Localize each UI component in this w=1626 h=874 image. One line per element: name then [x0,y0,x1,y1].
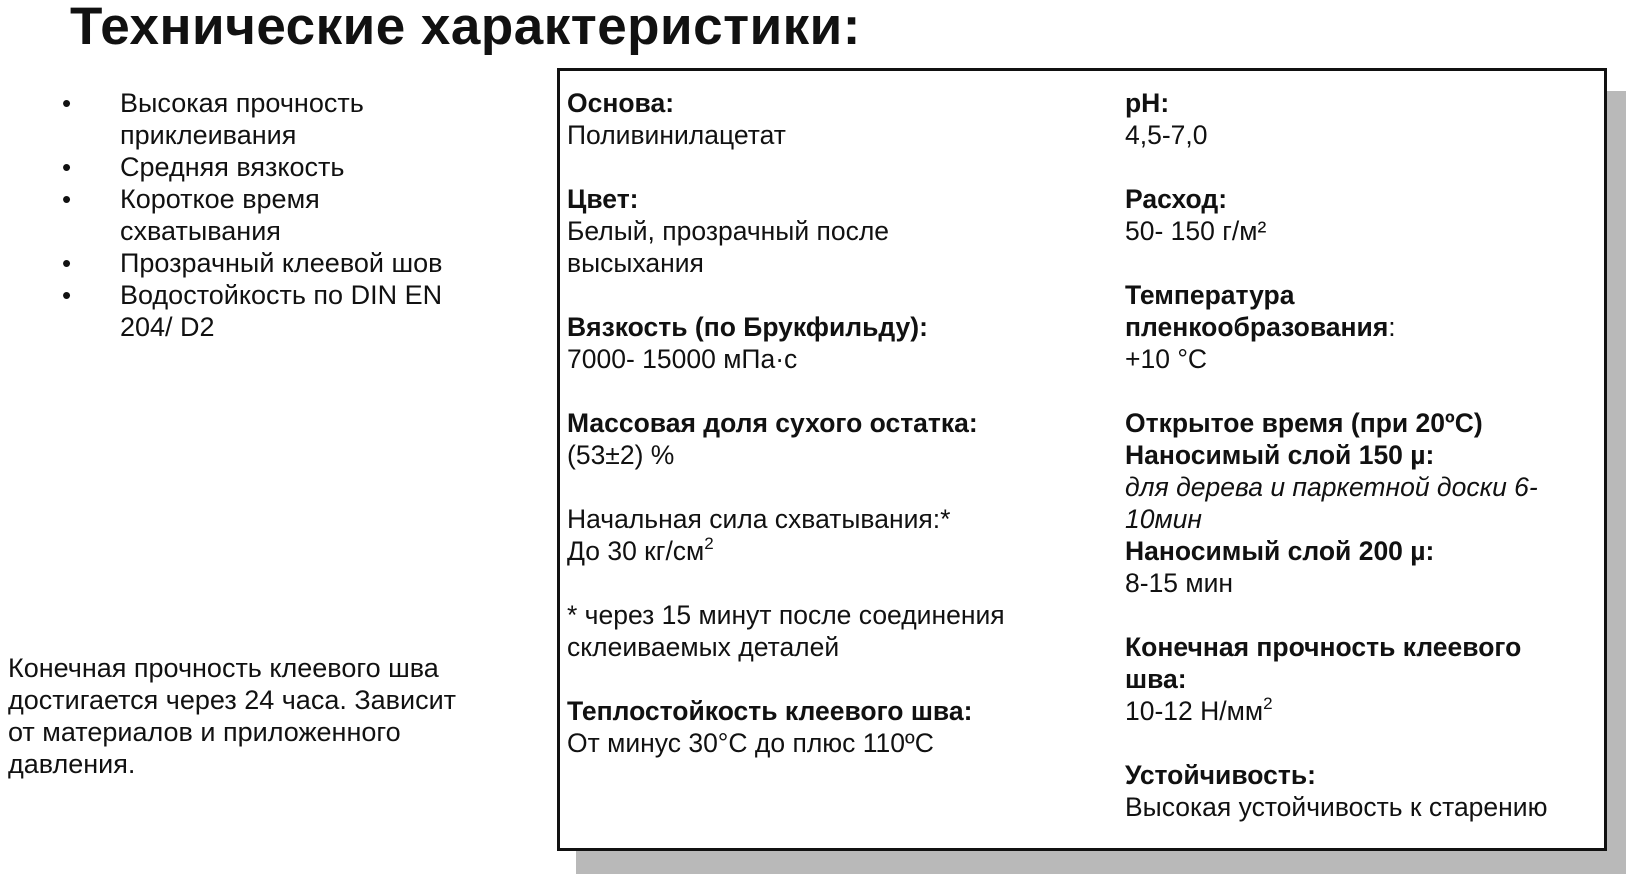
spec-sublabel: Наносимый слой 200 µ: [1125,536,1435,566]
spec-consumption [1125,183,1595,247]
spec-value: От минус 30°С до плюс 110ºС [567,728,934,758]
spec-label: Устойчивость: [1125,760,1316,790]
spec-label: pH: [1125,88,1170,118]
spec-footnote: * через 15 минут после соединения склеиваемых деталей [567,600,1005,662]
spec-stability [1125,759,1595,823]
feature-item: • Короткое время схватывания [58,183,478,247]
spec-value-row [567,535,1107,567]
spec-sublabel: Наносимый слой 150 µ: [1125,440,1435,470]
spec-value: для дерева и паркетной доски 6-10мин [1125,472,1538,534]
spec-dry-residue [567,407,1107,471]
spec-label: Температура пленкообразования [1125,280,1389,342]
spec-film-temperature [1125,279,1595,375]
feature-list [58,87,478,343]
strength-note: Конечная прочность клеевого шва достигается через 24 часа. Зависит от материалов и приложенного давления. [8,653,457,779]
spec-value: Высокая устойчивость к старению [1125,792,1548,822]
spec-value: 4,5-7,0 [1125,120,1208,150]
spec-label-colon: : [1388,312,1396,342]
spec-value: Белый, прозрачный после высыхания [567,216,890,278]
spec-color [567,183,1107,279]
feature-item: • Средняя вязкость [58,151,478,183]
spec-final-strength [1125,631,1595,727]
spec-ph [1125,87,1595,151]
spec-base [567,87,1107,151]
superscript: 2 [704,534,714,553]
spec-viscosity [567,311,1107,375]
spec-value: +10 °С [1125,344,1208,374]
spec-label: Вязкость (по Брукфильду): [567,312,928,342]
spec-initial-tack [567,503,1107,567]
spec-value: Поливинилацетат [567,120,786,150]
feature-item: • Прозрачный клеевой шов [58,247,478,279]
spec-label-row [1125,279,1425,343]
spec-open-time [1125,407,1595,599]
spec-value: 8-15 мин [1125,568,1234,598]
spec-value: До 30 кг/см [567,536,705,566]
spec-value: 7000- 15000 мПа·с [567,344,798,374]
spec-value: 50- 150 г/м² [1125,216,1267,246]
feature-item: • Водостойкость по DIN EN 204/ D2 [58,279,478,343]
spec-label: Конечная прочность клеевого шва: [1125,632,1522,694]
spec-label: Теплостойкость клеевого шва: [567,696,973,726]
spec-label: Начальная сила схватывания:* [567,504,951,534]
spec-heat-resistance [567,695,1107,759]
spec-column-left [567,87,1107,791]
spec-value: (53±2) % [567,440,675,470]
spec-label: Основа: [567,88,675,118]
spec-box [557,68,1607,851]
spec-value: 10-12 Н/мм [1125,696,1264,726]
spec-label: Расход: [1125,184,1228,214]
feature-item: • Высокая прочность приклеивания [58,87,478,151]
superscript: 2 [1263,694,1273,713]
spec-label: Открытое время (при 20ºС) [1125,408,1483,438]
spec-value-row [1125,695,1595,727]
page-title: Технические характеристики: [70,0,861,56]
spec-label: Цвет: [567,184,639,214]
spec-label: Массовая доля сухого остатка: [567,408,978,438]
spec-column-right [1125,87,1595,855]
